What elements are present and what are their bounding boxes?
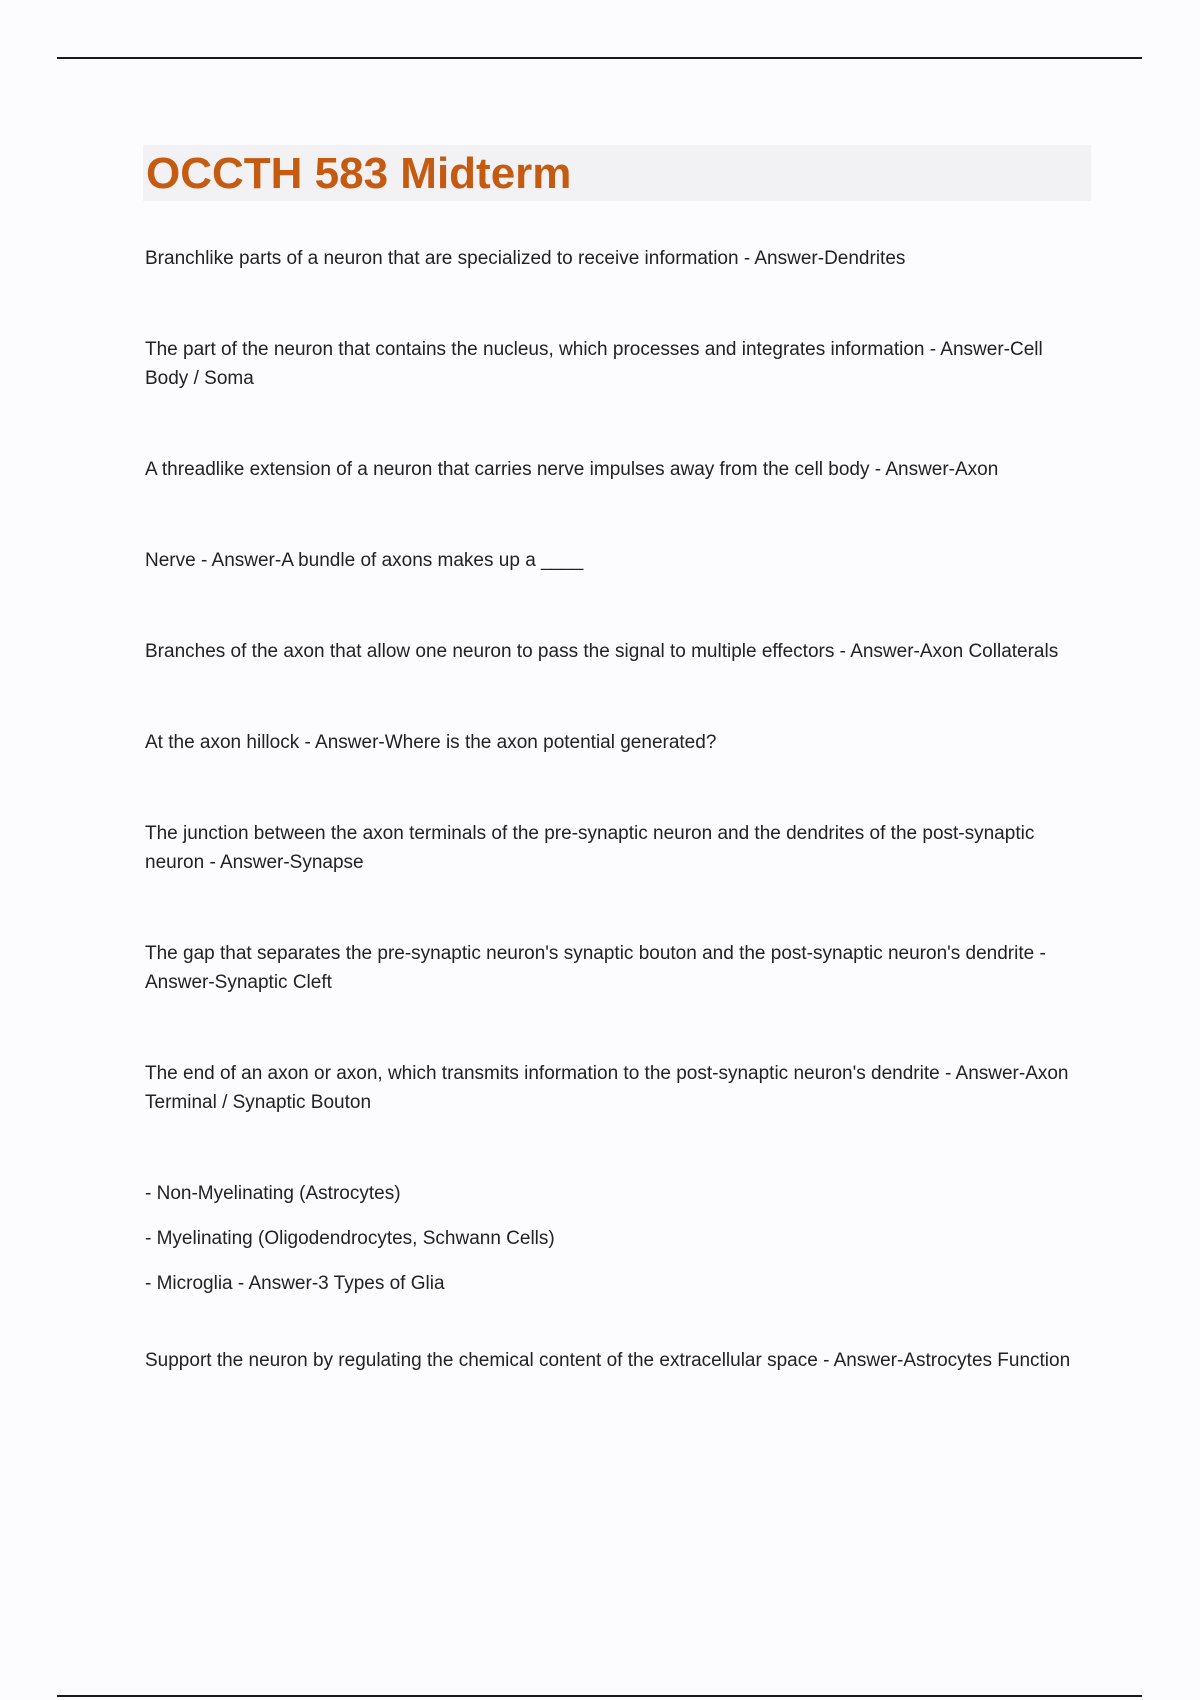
qa-entry: At the axon hillock - Answer-Where is the axon potential generated? — [145, 732, 717, 753]
glia-types-list — [145, 1179, 1085, 1298]
qa-entry: Branchlike parts of a neuron that are specialized to receive information - Answer-Dendrites — [145, 248, 906, 269]
qa-entry: The gap that separates the pre-synaptic neuron's synaptic bouton and the post-synaptic neuron's dendrite - Answer-Synaptic Cleft — [145, 943, 1046, 993]
list-item: - Microglia - Answer-3 Types of Glia — [145, 1273, 445, 1294]
list-item: - Myelinating (Oligodendrocytes, Schwann Cells) — [145, 1228, 555, 1249]
qa-entry: Support the neuron by regulating the chemical content of the extracellular space - Answer-Astrocytes Function — [145, 1350, 1071, 1371]
list-item: - Non-Myelinating (Astrocytes) — [145, 1183, 401, 1204]
bottom-rule — [57, 1695, 1142, 1697]
qa-entry: The end of an axon or axon, which transmits information to the post-synaptic neuron's dendrite - Answer-Axon Terminal / Synaptic Bouton — [145, 1063, 1069, 1113]
top-rule — [57, 57, 1142, 59]
qa-entry: The part of the neuron that contains the nucleus, which processes and integrates information - Answer-Cell Body / Soma — [145, 339, 1043, 389]
document-body — [145, 244, 1085, 1437]
document-title: OCCTH 583 Midterm — [146, 149, 572, 198]
qa-entry: Branches of the axon that allow one neuron to pass the signal to multiple effectors - Answer-Axon Collaterals — [145, 641, 1059, 662]
qa-entry: The junction between the axon terminals of the pre-synaptic neuron and the dendrites of the post-synaptic neuron - Answer-Synapse — [145, 823, 1035, 873]
qa-entry: A threadlike extension of a neuron that carries nerve impulses away from the cell body - Answer-Axon — [145, 459, 999, 480]
qa-entry: Nerve - Answer-A bundle of axons makes up a ____ — [145, 550, 584, 571]
